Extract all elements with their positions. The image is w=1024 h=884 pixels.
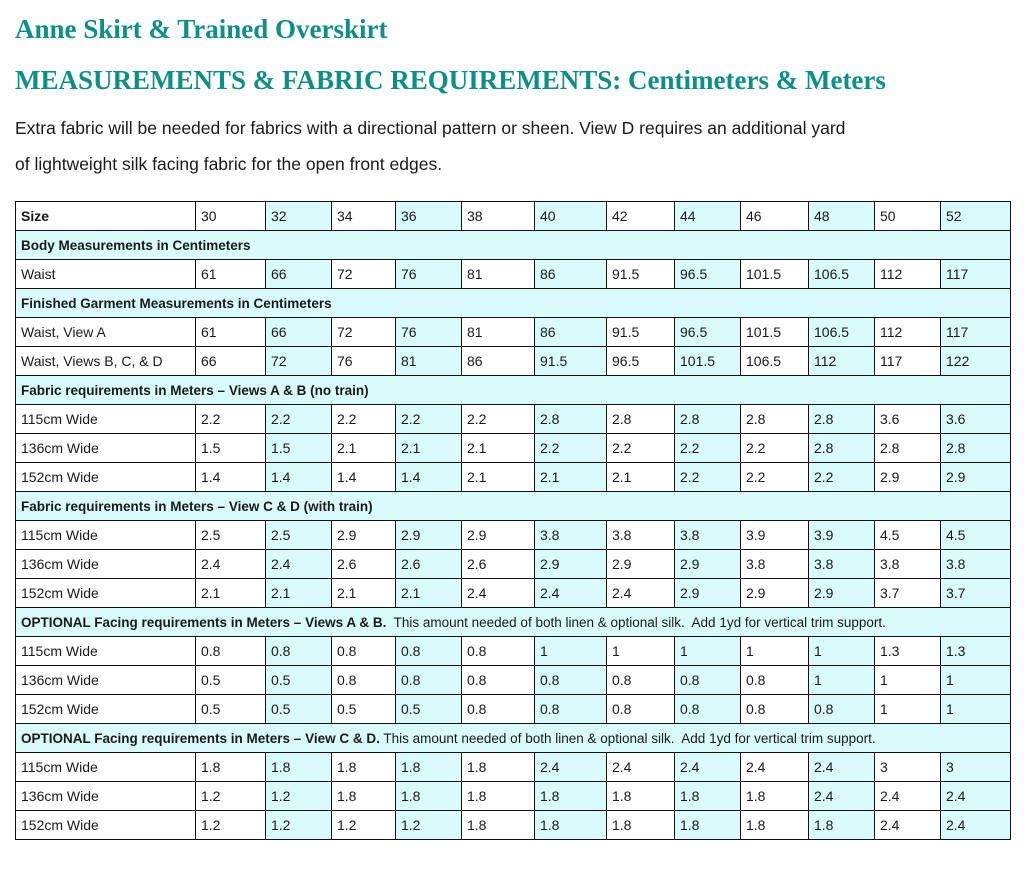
value-cell: 1 xyxy=(741,637,809,666)
section-heading-cell xyxy=(16,376,1011,405)
data-row xyxy=(16,579,1011,608)
value-cell: 0.8 xyxy=(196,637,266,666)
value-cell: 3.7 xyxy=(875,579,941,608)
value-cell: 1.8 xyxy=(675,782,741,811)
value-cell: 1.3 xyxy=(875,637,941,666)
value-cell: 72 xyxy=(266,347,332,376)
value-cell: 2.8 xyxy=(607,405,675,434)
value-cell: 0.8 xyxy=(535,695,607,724)
value-cell: 1.2 xyxy=(332,811,396,840)
section-heading-cell xyxy=(16,231,1011,260)
section-row xyxy=(16,608,1011,637)
value-cell: 3 xyxy=(941,753,1011,782)
size-cell: 50 xyxy=(875,202,941,231)
data-row xyxy=(16,550,1011,579)
section-row xyxy=(16,231,1011,260)
value-cell: 3.8 xyxy=(607,521,675,550)
value-cell: 2.2 xyxy=(196,405,266,434)
value-cell: 101.5 xyxy=(741,260,809,289)
value-cell: 0.8 xyxy=(396,637,462,666)
size-cell: 44 xyxy=(675,202,741,231)
size-label-cell: Size xyxy=(16,202,196,231)
value-cell: 2.9 xyxy=(875,463,941,492)
row-label-cell: 136cm Wide xyxy=(16,434,196,463)
section-row xyxy=(16,724,1011,753)
size-cell: 30 xyxy=(196,202,266,231)
value-cell: 1.8 xyxy=(535,811,607,840)
value-cell: 1.8 xyxy=(741,782,809,811)
value-cell: 1 xyxy=(875,666,941,695)
intro-paragraph xyxy=(15,110,955,182)
value-cell: 1.4 xyxy=(196,463,266,492)
value-cell: 2.2 xyxy=(741,434,809,463)
value-cell: 0.5 xyxy=(196,695,266,724)
value-cell: 3.8 xyxy=(809,550,875,579)
value-cell: 2.4 xyxy=(941,782,1011,811)
value-cell: 2.9 xyxy=(675,579,741,608)
row-label-cell: Waist, Views B, C, & D xyxy=(16,347,196,376)
section-heading-text: Body Measurements in Centimeters xyxy=(21,237,251,253)
value-cell: 0.8 xyxy=(741,666,809,695)
intro-line: Extra fabric will be needed for fabrics with a directional pattern or sheen. View D requires an additional yard xyxy=(15,118,846,138)
value-cell: 1.8 xyxy=(462,811,535,840)
row-label-cell: 152cm Wide xyxy=(16,579,196,608)
value-cell: 0.8 xyxy=(607,666,675,695)
value-cell: 101.5 xyxy=(675,347,741,376)
value-cell: 0.8 xyxy=(332,666,396,695)
value-cell: 112 xyxy=(809,347,875,376)
value-cell: 1.8 xyxy=(196,753,266,782)
row-label-cell: 115cm Wide xyxy=(16,637,196,666)
value-cell: 2.4 xyxy=(741,753,809,782)
value-cell: 0.8 xyxy=(675,695,741,724)
row-label-cell: 152cm Wide xyxy=(16,811,196,840)
data-row xyxy=(16,666,1011,695)
value-cell: 2.8 xyxy=(875,434,941,463)
value-cell: 2.4 xyxy=(875,811,941,840)
value-cell: 1.8 xyxy=(332,782,396,811)
data-row xyxy=(16,695,1011,724)
row-label-cell: 152cm Wide xyxy=(16,695,196,724)
value-cell: 2.4 xyxy=(875,782,941,811)
value-cell: 0.5 xyxy=(266,666,332,695)
intro-line: of lightweight silk facing fabric for the open front edges. xyxy=(15,154,443,174)
value-cell: 2.8 xyxy=(741,405,809,434)
value-cell: 0.8 xyxy=(535,666,607,695)
value-cell: 2.8 xyxy=(809,434,875,463)
value-cell: 2.6 xyxy=(332,550,396,579)
value-cell: 1.8 xyxy=(462,753,535,782)
value-cell: 106.5 xyxy=(809,318,875,347)
value-cell: 2.8 xyxy=(675,405,741,434)
section-heading-cell xyxy=(16,492,1011,521)
size-header-row xyxy=(16,202,1011,231)
value-cell: 0.5 xyxy=(332,695,396,724)
value-cell: 2.4 xyxy=(809,753,875,782)
value-cell: 4.5 xyxy=(941,521,1011,550)
value-cell: 2.2 xyxy=(809,463,875,492)
value-cell: 2.5 xyxy=(196,521,266,550)
value-cell: 1 xyxy=(535,637,607,666)
value-cell: 91.5 xyxy=(535,347,607,376)
value-cell: 86 xyxy=(462,347,535,376)
value-cell: 112 xyxy=(875,318,941,347)
value-cell: 2.9 xyxy=(941,463,1011,492)
value-cell: 96.5 xyxy=(675,318,741,347)
value-cell: 66 xyxy=(266,260,332,289)
value-cell: 1.2 xyxy=(196,782,266,811)
data-row xyxy=(16,405,1011,434)
section-row xyxy=(16,289,1011,318)
value-cell: 3.8 xyxy=(675,521,741,550)
size-cell: 36 xyxy=(396,202,462,231)
value-cell: 117 xyxy=(941,260,1011,289)
value-cell: 0.8 xyxy=(809,695,875,724)
data-row xyxy=(16,434,1011,463)
value-cell: 86 xyxy=(535,260,607,289)
value-cell: 61 xyxy=(196,260,266,289)
value-cell: 1.2 xyxy=(266,811,332,840)
value-cell: 1 xyxy=(675,637,741,666)
value-cell: 81 xyxy=(462,260,535,289)
section-heading: MEASUREMENTS & FABRIC REQUIREMENTS: Centimeters & Meters xyxy=(15,65,886,95)
value-cell: 76 xyxy=(396,318,462,347)
value-cell: 1.5 xyxy=(196,434,266,463)
value-cell: 66 xyxy=(266,318,332,347)
value-cell: 72 xyxy=(332,318,396,347)
section-row xyxy=(16,376,1011,405)
value-cell: 0.5 xyxy=(396,695,462,724)
size-cell: 40 xyxy=(535,202,607,231)
value-cell: 1.8 xyxy=(396,753,462,782)
size-cell: 38 xyxy=(462,202,535,231)
value-cell: 2.2 xyxy=(675,463,741,492)
value-cell: 1.5 xyxy=(266,434,332,463)
data-row xyxy=(16,753,1011,782)
value-cell: 96.5 xyxy=(607,347,675,376)
value-cell: 2.4 xyxy=(535,579,607,608)
value-cell: 76 xyxy=(396,260,462,289)
value-cell: 86 xyxy=(535,318,607,347)
row-label-cell: 136cm Wide xyxy=(16,666,196,695)
value-cell: 2.4 xyxy=(607,753,675,782)
value-cell: 2.2 xyxy=(535,434,607,463)
value-cell: 0.8 xyxy=(396,666,462,695)
value-cell: 117 xyxy=(875,347,941,376)
size-cell: 46 xyxy=(741,202,809,231)
value-cell: 2.9 xyxy=(396,521,462,550)
size-cell: 32 xyxy=(266,202,332,231)
value-cell: 2.2 xyxy=(396,405,462,434)
value-cell: 3.8 xyxy=(875,550,941,579)
value-cell: 1.8 xyxy=(741,811,809,840)
value-cell: 1.8 xyxy=(809,811,875,840)
value-cell: 91.5 xyxy=(607,260,675,289)
value-cell: 2.6 xyxy=(462,550,535,579)
value-cell: 81 xyxy=(462,318,535,347)
table-body xyxy=(16,202,1011,840)
value-cell: 1.8 xyxy=(396,782,462,811)
section-heading-text: Fabric requirements in Meters – View C & D (with train) xyxy=(21,498,373,514)
value-cell: 2.1 xyxy=(462,434,535,463)
value-cell: 1.8 xyxy=(675,811,741,840)
data-row xyxy=(16,521,1011,550)
section-heading-cell xyxy=(16,608,1011,637)
value-cell: 2.1 xyxy=(266,579,332,608)
value-cell: 2.2 xyxy=(675,434,741,463)
value-cell: 2.5 xyxy=(266,521,332,550)
value-cell: 1 xyxy=(941,695,1011,724)
value-cell: 2.2 xyxy=(332,405,396,434)
value-cell: 2.4 xyxy=(675,753,741,782)
value-cell: 2.4 xyxy=(535,753,607,782)
value-cell: 2.9 xyxy=(809,579,875,608)
value-cell: 1.4 xyxy=(396,463,462,492)
value-cell: 2.4 xyxy=(809,782,875,811)
value-cell: 0.8 xyxy=(332,637,396,666)
data-row xyxy=(16,260,1011,289)
section-heading-text: Finished Garment Measurements in Centimeters xyxy=(21,295,332,311)
value-cell: 1.8 xyxy=(266,753,332,782)
value-cell: 2.9 xyxy=(607,550,675,579)
row-label-cell: Waist, View A xyxy=(16,318,196,347)
value-cell: 1.8 xyxy=(607,782,675,811)
value-cell: 117 xyxy=(941,318,1011,347)
section-heading-cell xyxy=(16,289,1011,318)
data-row xyxy=(16,463,1011,492)
size-cell: 52 xyxy=(941,202,1011,231)
value-cell: 2.1 xyxy=(396,579,462,608)
value-cell: 2.4 xyxy=(266,550,332,579)
value-cell: 0.8 xyxy=(741,695,809,724)
value-cell: 1.2 xyxy=(266,782,332,811)
value-cell: 112 xyxy=(875,260,941,289)
value-cell: 122 xyxy=(941,347,1011,376)
row-label-cell: 115cm Wide xyxy=(16,521,196,550)
value-cell: 2.2 xyxy=(741,463,809,492)
value-cell: 2.1 xyxy=(196,579,266,608)
value-cell: 96.5 xyxy=(675,260,741,289)
value-cell: 106.5 xyxy=(809,260,875,289)
value-cell: 3.8 xyxy=(535,521,607,550)
value-cell: 2.8 xyxy=(941,434,1011,463)
value-cell: 1 xyxy=(809,666,875,695)
value-cell: 0.8 xyxy=(462,637,535,666)
value-cell: 0.8 xyxy=(607,695,675,724)
value-cell: 66 xyxy=(196,347,266,376)
data-row xyxy=(16,782,1011,811)
section-note-text: This amount needed of both linen & optional silk. Add 1yd for vertical trim support. xyxy=(379,730,876,746)
data-row xyxy=(16,347,1011,376)
size-cell: 34 xyxy=(332,202,396,231)
value-cell: 2.1 xyxy=(332,579,396,608)
value-cell: 1 xyxy=(875,695,941,724)
value-cell: 1 xyxy=(809,637,875,666)
value-cell: 1.8 xyxy=(607,811,675,840)
row-label-cell: 136cm Wide xyxy=(16,782,196,811)
value-cell: 2.4 xyxy=(196,550,266,579)
value-cell: 3 xyxy=(875,753,941,782)
value-cell: 2.1 xyxy=(332,434,396,463)
value-cell: 3.6 xyxy=(941,405,1011,434)
document-title: Anne Skirt & Trained Overskirt xyxy=(15,14,388,44)
value-cell: 3.8 xyxy=(941,550,1011,579)
value-cell: 0.5 xyxy=(266,695,332,724)
data-row xyxy=(16,811,1011,840)
section-note-text: This amount needed of both linen & optional silk. Add 1yd for vertical trim support. xyxy=(386,614,886,630)
value-cell: 3.9 xyxy=(741,521,809,550)
data-row xyxy=(16,318,1011,347)
value-cell: 81 xyxy=(396,347,462,376)
value-cell: 2.1 xyxy=(462,463,535,492)
value-cell: 2.8 xyxy=(809,405,875,434)
section-heading-text: Fabric requirements in Meters – Views A & B (no train) xyxy=(21,382,369,398)
section-heading-text: OPTIONAL Facing requirements in Meters – Views A & B. xyxy=(21,614,387,630)
value-cell: 2.6 xyxy=(396,550,462,579)
value-cell: 2.4 xyxy=(941,811,1011,840)
value-cell: 1.8 xyxy=(332,753,396,782)
value-cell: 3.8 xyxy=(741,550,809,579)
data-row xyxy=(16,637,1011,666)
value-cell: 76 xyxy=(332,347,396,376)
value-cell: 1.4 xyxy=(332,463,396,492)
value-cell: 0.8 xyxy=(462,695,535,724)
row-label-cell: 115cm Wide xyxy=(16,405,196,434)
value-cell: 72 xyxy=(332,260,396,289)
value-cell: 2.2 xyxy=(607,434,675,463)
value-cell: 1.4 xyxy=(266,463,332,492)
value-cell: 1.3 xyxy=(941,637,1011,666)
value-cell: 1.8 xyxy=(535,782,607,811)
value-cell: 2.9 xyxy=(462,521,535,550)
value-cell: 2.4 xyxy=(462,579,535,608)
value-cell: 1 xyxy=(607,637,675,666)
row-label-cell: 136cm Wide xyxy=(16,550,196,579)
requirements-table xyxy=(15,201,1011,840)
section-heading-cell xyxy=(16,724,1011,753)
size-cell: 48 xyxy=(809,202,875,231)
value-cell: 0.8 xyxy=(266,637,332,666)
value-cell: 3.7 xyxy=(941,579,1011,608)
value-cell: 1.2 xyxy=(196,811,266,840)
value-cell: 1.2 xyxy=(396,811,462,840)
value-cell: 2.9 xyxy=(675,550,741,579)
value-cell: 0.8 xyxy=(462,666,535,695)
row-label-cell: Waist xyxy=(16,260,196,289)
value-cell: 1 xyxy=(941,666,1011,695)
value-cell: 2.1 xyxy=(396,434,462,463)
value-cell: 2.9 xyxy=(332,521,396,550)
value-cell: 2.8 xyxy=(535,405,607,434)
value-cell: 61 xyxy=(196,318,266,347)
value-cell: 2.1 xyxy=(607,463,675,492)
value-cell: 0.5 xyxy=(196,666,266,695)
value-cell: 101.5 xyxy=(741,318,809,347)
value-cell: 2.4 xyxy=(607,579,675,608)
section-row xyxy=(16,492,1011,521)
size-cell: 42 xyxy=(607,202,675,231)
value-cell: 91.5 xyxy=(607,318,675,347)
value-cell: 2.1 xyxy=(535,463,607,492)
value-cell: 3.9 xyxy=(809,521,875,550)
value-cell: 0.8 xyxy=(675,666,741,695)
value-cell: 3.6 xyxy=(875,405,941,434)
section-heading-text: OPTIONAL Facing requirements in Meters – View C & D. xyxy=(21,730,380,746)
row-label-cell: 152cm Wide xyxy=(16,463,196,492)
value-cell: 106.5 xyxy=(741,347,809,376)
row-label-cell: 115cm Wide xyxy=(16,753,196,782)
value-cell: 1.8 xyxy=(462,782,535,811)
value-cell: 2.9 xyxy=(535,550,607,579)
value-cell: 2.9 xyxy=(741,579,809,608)
value-cell: 4.5 xyxy=(875,521,941,550)
value-cell: 2.2 xyxy=(266,405,332,434)
value-cell: 2.2 xyxy=(462,405,535,434)
